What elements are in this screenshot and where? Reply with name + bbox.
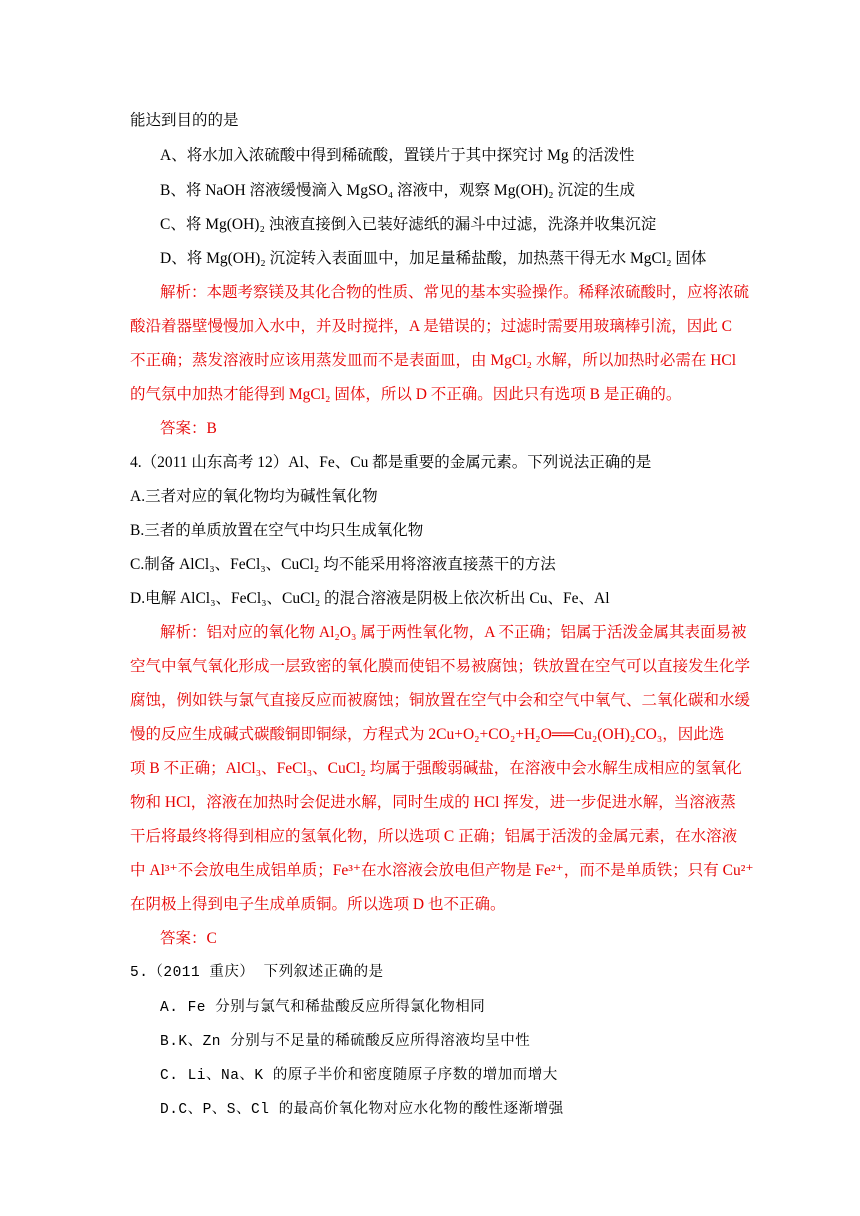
- option-5d: D.C、P、S、Cl 的最高价氧化物对应水化物的酸性逐渐增强: [160, 1102, 564, 1118]
- analysis-4-line-7: 干后将最终将得到相应的氢氧化物，所以选项 C 正确；铝属于活泼的金属元素，在水溶液: [130, 828, 738, 845]
- option-4a: A.三者对应的氧化物均为碱性氧化物: [130, 488, 378, 505]
- analysis-4-line-2: 空气中氧气氧化形成一层致密的氧化膜而使铝不易被腐蚀；铁放置在空气可以直接发生化学: [130, 658, 751, 675]
- option-5a: A. Fe 分别与氯气和稀盐酸反应所得氯化物相同: [160, 1000, 486, 1016]
- question-3-stem-tail: 能达到目的的是: [130, 112, 239, 129]
- option-5c: C. Li、Na、K 的原子半价和密度随原子序数的增加而增大: [160, 1068, 558, 1084]
- question-4-stem: 4.（2011 山东高考 12）Al、Fe、Cu 都是重要的金属元素。下列说法正确的是: [130, 454, 652, 471]
- analysis-4-line-9: 在阴极上得到电子生成单质铜。所以选项 D 也不正确。: [130, 896, 506, 913]
- option-3d: D、将 Mg(OH)₂ 沉淀转入表面皿中，加足量稀盐酸，加热蒸干得无水 MgCl₂ 固体: [160, 250, 707, 267]
- option-4c: C.制备 AlCl₃、FeCl₃、CuCl₂ 均不能采用将溶液直接蒸干的方法: [130, 556, 556, 573]
- question-5-stem: 5.（2011 重庆） 下列叙述正确的是: [130, 965, 384, 981]
- analysis-3-line-4: 的气氛中加热才能得到 MgCl₂ 固体，所以 D 不正确。因此只有选项 B 是正确的。: [130, 386, 682, 403]
- option-3a: A、将水加入浓硫酸中得到稀硫酸，置镁片于其中探究讨 Mg 的活泼性: [160, 147, 635, 164]
- analysis-3-line-3: 不正确；蒸发溶液时应该用蒸发皿而不是表面皿，由 MgCl₂ 水解，所以加热时必需在 HCl: [130, 352, 737, 369]
- analysis-4-line-1: 解析：铝对应的氧化物 Al₂O₃ 属于两性氧化物，A 不正确；铝属于活泼金属其表面易被: [160, 624, 747, 641]
- answer-3: 答案：B: [160, 420, 217, 437]
- analysis-3-line-1: 解析：本题考察镁及其化合物的性质、常见的基本实验操作。稀释浓硫酸时，应将浓硫: [160, 284, 750, 301]
- analysis-4-line-4: 慢的反应生成碱式碳酸铜即铜绿，方程式为 2Cu+O₂+CO₂+H₂O══Cu₂(OH)₂CO₃，因此选: [130, 726, 725, 743]
- analysis-3-line-2: 酸沿着器壁慢慢加入水中，并及时搅拌，A 是错误的；过滤时需要用玻璃棒引流，因此 C: [130, 318, 732, 335]
- option-3c: C、将 Mg(OH)₂ 浊液直接倒入已装好滤纸的漏斗中过滤，洗涤并收集沉淀: [160, 216, 657, 233]
- answer-4: 答案：C: [160, 930, 217, 947]
- option-4b: B.三者的单质放置在空气中均只生成氧化物: [130, 522, 424, 539]
- analysis-4-line-6: 物和 HCl，溶液在加热时会促进水解，同时生成的 HCl 挥发，进一步促进水解，当溶液蒸: [130, 794, 736, 811]
- analysis-4-line-5: 项 B 不正确；AlCl₃、FeCl₃、CuCl₂ 均属于强酸弱碱盐，在溶液中会水解生成相应的氢氧化: [130, 760, 742, 777]
- analysis-4-line-3: 腐蚀，例如铁与氯气直接反应而被腐蚀；铜放置在空气中会和空气中氧气、二氧化碳和水缓: [130, 692, 751, 709]
- option-5b: B.K、Zn 分别与不足量的稀硫酸反应所得溶液均呈中性: [160, 1034, 531, 1050]
- analysis-4-line-8: 中 Al³⁺不会放电生成铝单质；Fe³⁺在水溶液会放电但产物是 Fe²⁺，而不是单质铁；只有 Cu²⁺: [130, 862, 754, 879]
- option-4d: D.电解 AlCl₃、FeCl₃、CuCl₂ 的混合溶液是阴极上依次析出 Cu、Fe、Al: [130, 590, 610, 607]
- option-3b: B、将 NaOH 溶液缓慢滴入 MgSO₄ 溶液中，观察 Mg(OH)₂ 沉淀的生成: [160, 182, 635, 199]
